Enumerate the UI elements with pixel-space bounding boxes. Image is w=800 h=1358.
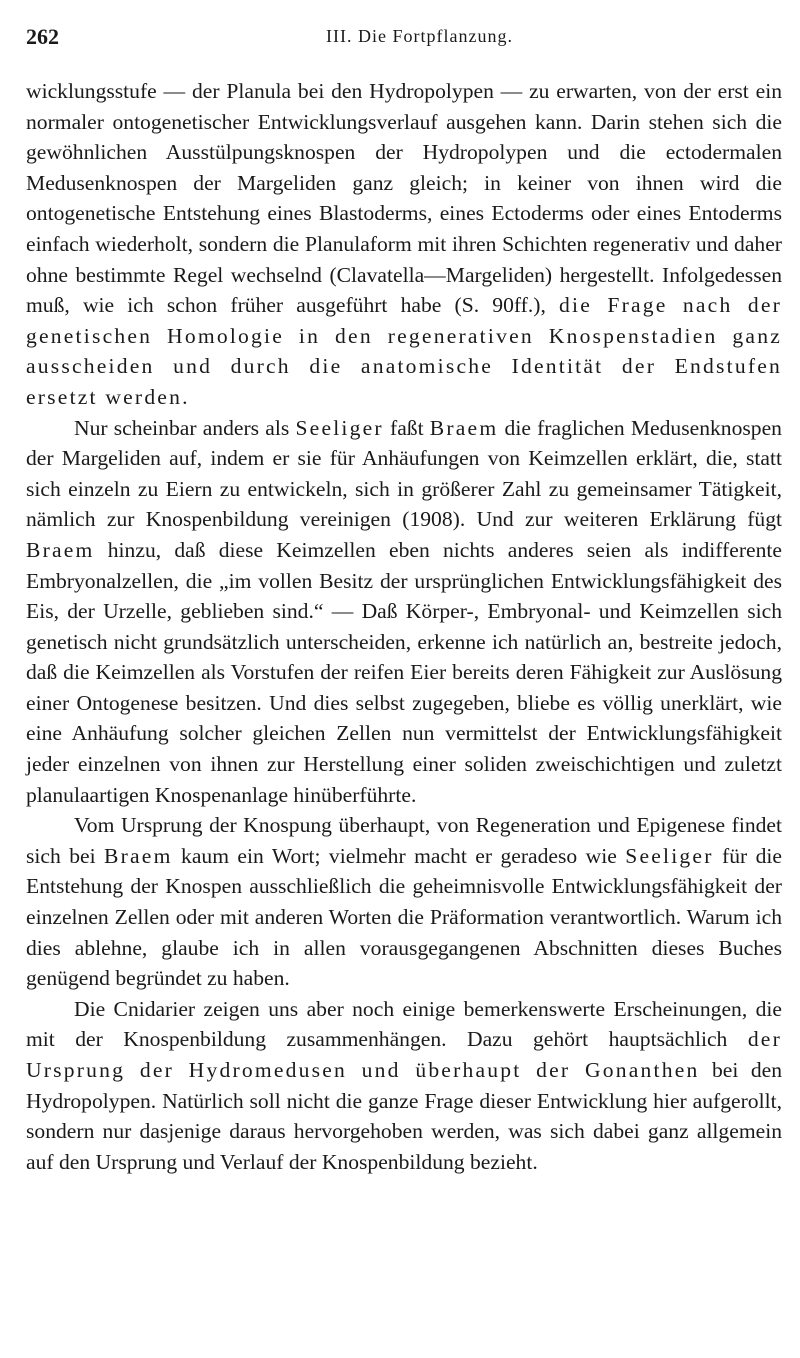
text-segment: Vom Ursprung der Knospung überhaupt, von Regeneration und Epigenese findet sich bei — [26, 813, 782, 868]
text-segment: wicklungsstufe — der Planula bei den Hydropolypen — zu erwarten, von der erst ein normaler ontogenetischer Entwicklungsverlauf ausgehen kann. Darin stehen sich die gewöhnlichen Ausstülpungsknospen der Hydropolypen und die ectodermalen Medusenknospen der Margeliden ganz gleich; in keiner von ihnen wird die ontogenetische Entstehung eines Blastoderms, eines Ectoderms oder eines Entoderms einfach wiederholt, sondern die Planulaform mit ihren Schichten regenerativ und daher ohne bestimmte Regel wechselnd (Clavatella—Margeliden) hergestellt. Infolgedessen muß, wie ich schon früher ausgeführt habe (S. 90ff.), — [26, 79, 782, 318]
paragraph — [26, 413, 782, 811]
running-head: III. Die Fortpflanzung. — [326, 26, 513, 46]
page-header — [26, 18, 782, 58]
emphasized-text: der Ursprung der Hydromedusen und überhaupt der Gonanthen — [26, 1027, 782, 1082]
text-segment: Die Cnidarier zeigen uns aber noch einige bemerkenswerte Erscheinungen, die mit der Knospenbildung zusammenhängen. Dazu gehört hauptsächlich — [26, 996, 782, 1052]
paragraph — [26, 810, 782, 994]
emphasized-text: Braem — [429, 415, 499, 440]
emphasized-text: Braem — [104, 843, 173, 868]
emphasized-text: Braem — [26, 537, 95, 562]
paragraph — [26, 76, 782, 413]
text-segment: kaum ein Wort; vielmehr macht er geradeso wie — [172, 843, 626, 868]
emphasized-text: die Frage nach der genetischen Homologie in den regenerativen Knospenstadien ganz ausscheiden und durch die anatomische Identität der Endstufen ersetzt werden. — [26, 293, 783, 409]
paragraph — [26, 994, 782, 1178]
page — [26, 18, 782, 1177]
text-segment: hinzu, daß diese Keimzellen eben nichts anderes seien als indifferente Embryonalzellen, die „im vollen Besitz der ursprünglichen Entwicklungsfähigkeit des Eis, der Urzelle, geblieben sind.“ — Daß Körper-, Embryonal- und Keimzellen sich genetisch nicht grundsätzlich unterscheiden, erkenne ich natürlich an, bestreite jedoch, daß die Keimzellen als Vorstufen der reifen Eier bereits deren Fähigkeit zur Auslösung einer Ontogenese besitzen. Und dies selbst zugegeben, bliebe es völlig unerklärt, wie eine Anhäufung solcher gleichen Zellen nun vermittelst der Entwicklungsfähigkeit jeder einzelnen von ihnen zur Herstellung einer soliden zweischichtigen und zuletzt planulaartigen Knospenanlage hinüberführte. — [26, 537, 782, 807]
text-segment: bei den Hydropolypen. Natürlich soll nicht die ganze Frage dieser Entwicklung hier aufgerollt, sondern nur dasjenige daraus hervorgehoben werden, was sich dabei ganz allgemein auf den Ursprung und Verlauf der Knospenbildung bezieht. — [26, 1058, 783, 1174]
emphasized-text: Seeliger — [295, 415, 384, 440]
text-segment: Nur scheinbar anders als — [74, 415, 296, 440]
text-segment: faßt — [383, 415, 430, 440]
text-segment: die fraglichen Medusenknospen der Margeliden auf, indem er sie für Anhäufungen von Keimzellen erklärt, die, statt sich einzeln zu Eiern zu entwickeln, sich in größerer Zahl zu gemeinsamer Tätigkeit, nämlich zur Knospenbildung vereinigen (1908). Und zur weiteren Erklärung fügt — [26, 415, 782, 532]
emphasized-text: Seeliger — [625, 843, 714, 868]
text-segment: für die Entstehung der Knospen ausschließlich die geheimnisvolle Entwicklungsfähigkeit der einzelnen Zellen oder mit anderen Worten die Präformation verantwortlich. Warum ich dies ablehne, glaube ich in allen vorausgegangenen Abschnitten dieses Buches genügend begründet zu haben. — [26, 843, 783, 991]
page-number: 262 — [26, 24, 59, 49]
body-text — [26, 76, 782, 1177]
